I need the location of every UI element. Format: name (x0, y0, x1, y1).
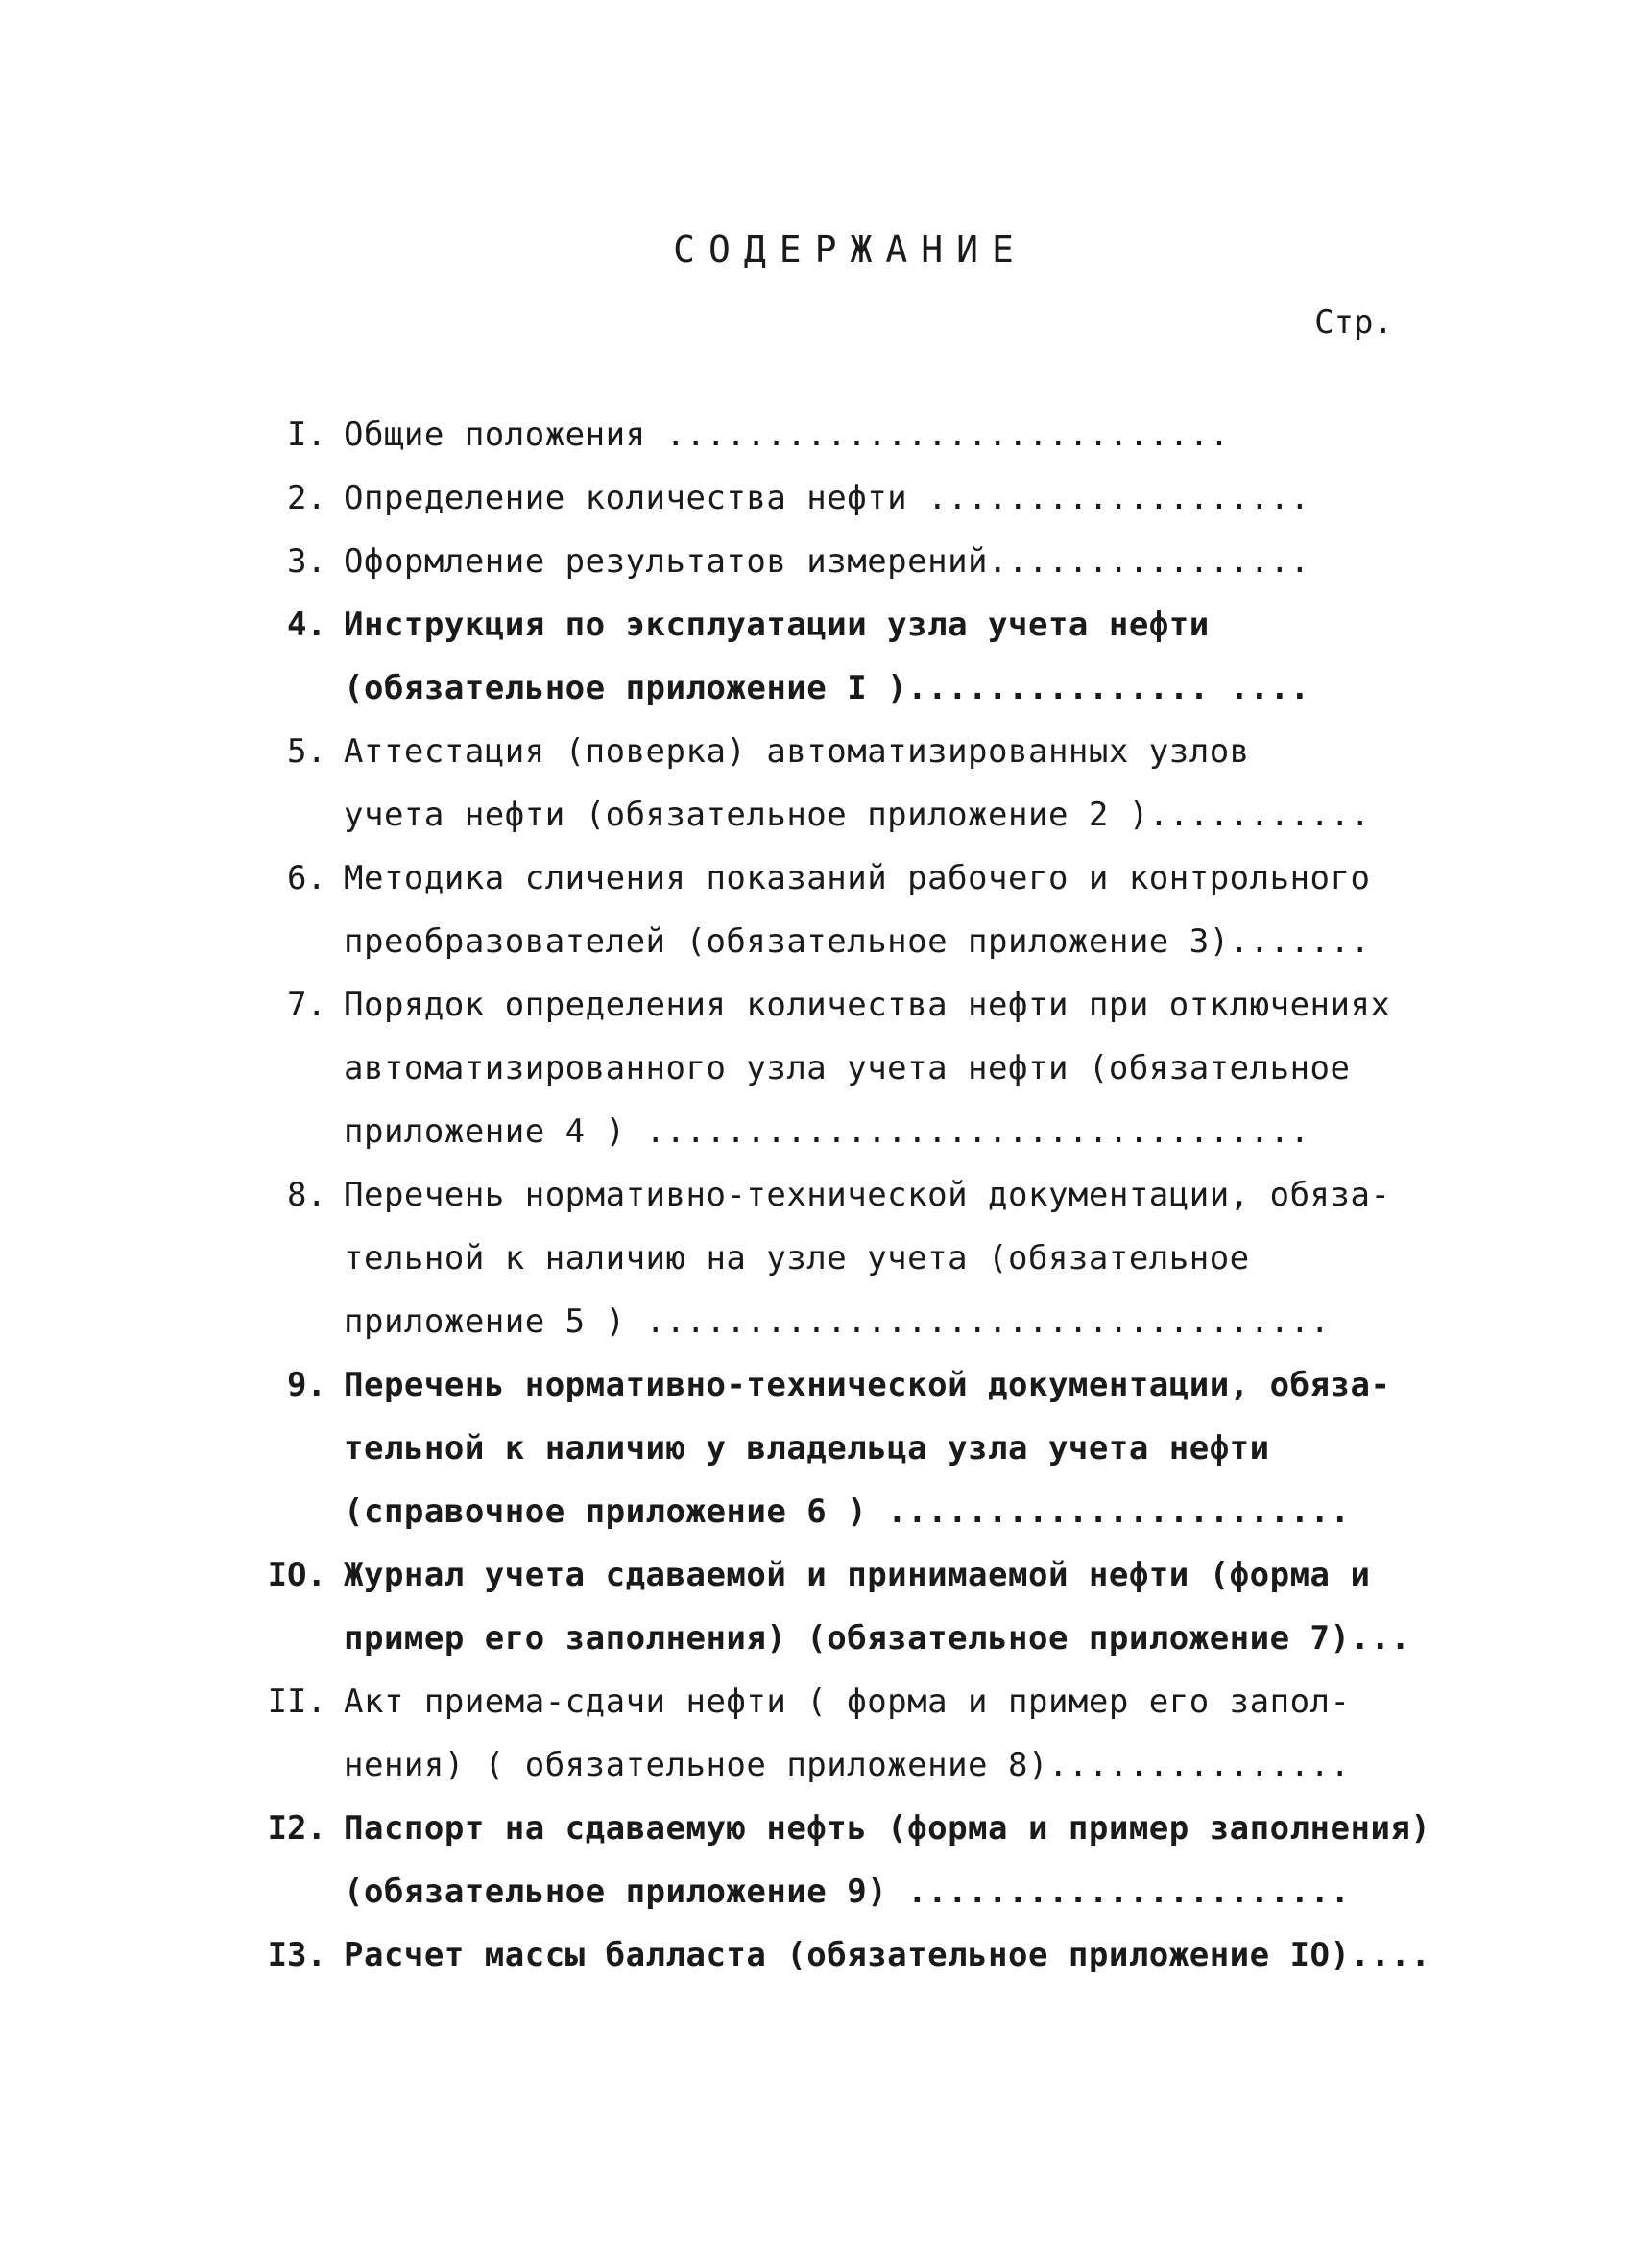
toc-entry-text (344, 847, 1392, 973)
toc-entry-text (344, 593, 1392, 720)
toc-entry-text (344, 973, 1392, 1163)
page-title: СОДЕРЖАНИЕ (673, 228, 1027, 271)
toc-entry (240, 1163, 1392, 1353)
toc-entry-line: (обязательное приложение 9) ...................... (344, 1873, 1351, 1911)
toc-entry-line: Оформление результатов измерений................ (344, 542, 1310, 581)
toc-entry-line: Аттестация (поверка) автоматизированных узлов (344, 732, 1250, 771)
toc-entry-number: 8. (287, 1176, 326, 1214)
toc-entry (240, 593, 1392, 720)
toc-entry-text (344, 1543, 1410, 1670)
toc-entry-line: автоматизированного узла учета нефти (обязательное (344, 1049, 1351, 1087)
toc-entry-line: Акт приема-сдачи нефти ( форма и пример его запол- (344, 1683, 1351, 1721)
toc-entry-line: Общие положения ............................ (344, 416, 1230, 454)
toc-entry (240, 403, 1392, 466)
toc-entry-line: Расчет массы балласта (обязательное приложение IO).... (344, 1936, 1431, 1974)
toc-entry-line: Паспорт на сдаваемую нефть (форма и пример заполнения) (344, 1809, 1431, 1848)
toc-entry-number: 5. (287, 732, 326, 771)
page-column-label: Стр. (1314, 303, 1393, 342)
toc-entry-line: Порядок определения количества нефти при отключениях (344, 986, 1391, 1024)
toc-entry-number: II. (267, 1683, 326, 1721)
toc-entry-text (344, 466, 1392, 530)
toc-entry-number: 6. (287, 859, 326, 897)
toc-entry-line: тельной к наличию у владельца узла учета нефти (344, 1429, 1270, 1468)
toc-entry (240, 1353, 1392, 1543)
toc-entry-number: 7. (287, 986, 326, 1024)
toc-entry (240, 1670, 1392, 1797)
toc-entry-line: нения) ( обязательное приложение 8)............... (344, 1746, 1351, 1784)
toc-entry-line: Инструкция по эксплуатации узла учета нефти (344, 606, 1210, 644)
toc-entry-line: преобразователей (обязательное приложение 3)....... (344, 922, 1371, 961)
toc-entry-line: приложение 4 ) ................................. (344, 1112, 1310, 1151)
toc-entry-text (344, 403, 1392, 466)
toc-entry-line: пример его заполнения) (обязательное приложение 7)... (344, 1619, 1411, 1658)
toc-entry-line: тельной к наличию на узле учета (обязательное (344, 1239, 1250, 1277)
toc-entry (240, 530, 1392, 593)
toc-entry (240, 973, 1392, 1163)
toc-entry-line: приложение 5 ) .................................. (344, 1302, 1331, 1341)
toc-entry-number: 4. (287, 606, 326, 644)
toc-entry-line: Перечень нормативно-технической документации, обяза- (344, 1366, 1391, 1404)
toc-entry-line: (справочное приложение 6 ) ....................... (344, 1492, 1351, 1531)
toc-entry-number: I2. (267, 1809, 326, 1848)
toc-entry-line: Определение количества нефти ................... (344, 479, 1310, 517)
toc-entry-text (344, 1923, 1430, 1987)
toc-entry-line: Перечень нормативно-технической документации, обяза- (344, 1176, 1391, 1214)
toc-entry (240, 466, 1392, 530)
toc-entry-number: IO. (267, 1556, 326, 1594)
toc-entry-text (344, 720, 1392, 847)
toc-entry-line: (обязательное приложение I )............... .... (344, 669, 1310, 707)
toc-entry (240, 847, 1392, 973)
toc-entry-line: Методика сличения показаний рабочего и контрольного (344, 859, 1371, 897)
toc-entry-text (344, 1353, 1392, 1543)
toc-entry-text (344, 1670, 1392, 1797)
toc-entry-number: 9. (287, 1366, 326, 1404)
toc-entry-number: 3. (287, 542, 326, 581)
toc-entry-text (344, 530, 1392, 593)
toc-entry-number: I3. (267, 1936, 326, 1974)
toc-entry-line: Журнал учета сдаваемой и принимаемой нефти (форма и (344, 1556, 1371, 1594)
toc-entry (240, 1543, 1411, 1670)
toc-entry-number: 2. (287, 479, 326, 517)
toc-entry (240, 1797, 1431, 1923)
toc-entry-text (344, 1797, 1430, 1923)
table-of-contents (240, 403, 1431, 1987)
toc-entry-line: учета нефти (обязательное приложение 2 )........... (344, 796, 1371, 834)
toc-entry-text (344, 1163, 1392, 1353)
toc-entry-number: I. (287, 416, 326, 454)
toc-entry (240, 1923, 1431, 1987)
toc-entry (240, 720, 1392, 847)
